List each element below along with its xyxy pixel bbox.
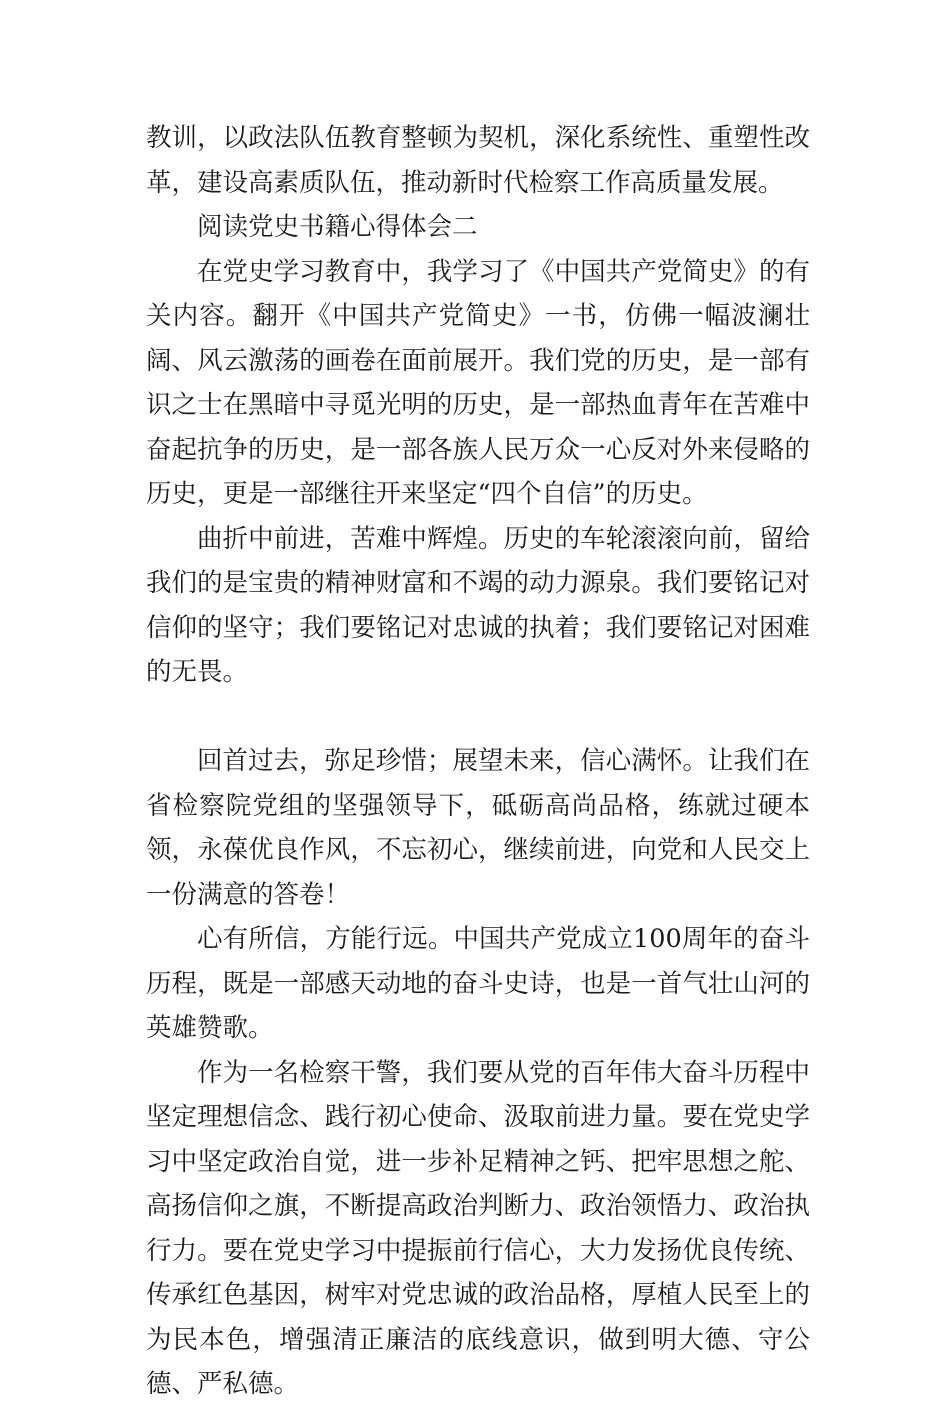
paragraph-continued: 教训，以政法队伍教育整顿为契机，深化系统性、重塑性改革，建设高素质队伍，推动新时代检察工作高质量发展。 bbox=[146, 123, 810, 198]
document-body bbox=[146, 116, 810, 1407]
paragraph: 心有所信，方能行远。中国共产党成立100周年的奋斗历程，既是一部感天动地的奋斗史诗，也是一首气壮山河的英雄赞歌。 bbox=[146, 924, 810, 1043]
paragraph: 曲折中前进，苦难中辉煌。历史的车轮滚滚向前，留给我们的是宝贵的精神财富和不竭的动力源泉。我们要铭记对信仰的坚守；我们要铭记对忠诚的执着；我们要铭记对困难的无畏。 bbox=[146, 523, 810, 687]
paragraph: 作为一名检察干警，我们要从党的百年伟大奋斗历程中坚定理想信念、践行初心使命、汲取前进力量。要在党史学习中坚定政治自觉，进一步补足精神之钙、把牢思想之舵、高扬信仰之旗，不断提高政治判断力、政治领悟力、政治执行力。要在党史学习中提振前行信心，大力发扬优良传统、传承红色基因，树牢对党忠诚的政治品格，厚植人民至上的为民本色，增强清正廉洁的底线意识，做到明大德、守公德、严私德。 bbox=[146, 1057, 810, 1399]
section-heading: 阅读党史书籍心得体会二 bbox=[197, 212, 478, 242]
blank-line bbox=[146, 695, 810, 740]
paragraph: 在党史学习教育中，我学习了《中国共产党简史》的有关内容。翻开《中国共产党简史》一书，仿佛一幅波澜壮阔、风云激荡的画卷在面前展开。我们党的历史，是一部有识之士在黑暗中寻觅光明的历史，是一部热血青年在苦难中奋起抗争的历史，是一部各族人民万众一心反对外来侵略的历史，更是一部继往开来坚定“四个自信”的历史。 bbox=[146, 256, 810, 509]
paragraph: 回首过去，弥足珍惜；展望未来，信心满怀。让我们在省检察院党组的坚强领导下，砥砺高尚品格，练就过硬本领，永葆优良作风，不忘初心，继续前进，向党和人民交上一份满意的答卷！ bbox=[146, 746, 810, 910]
